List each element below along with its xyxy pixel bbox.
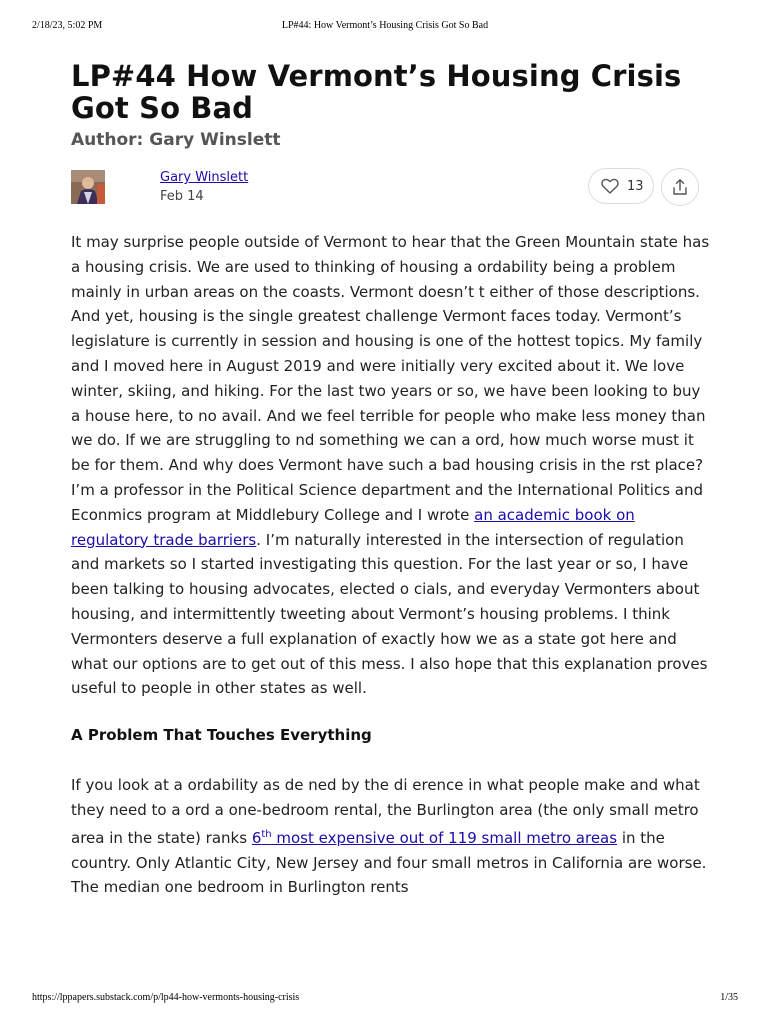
article-header: [71, 60, 701, 214]
post-title: LP#44 How Vermont’s Housing Crisis Got So Bad: [71, 59, 682, 125]
avatar-image: [71, 170, 105, 204]
paragraph: [71, 230, 711, 701]
avatar[interactable]: [71, 170, 105, 204]
share-icon: [672, 178, 688, 196]
paragraph: [71, 773, 711, 900]
print-url: https://lppapers.substack.com/p/lp44-how-vermonts-housing-crisis: [32, 992, 300, 1003]
paragraph-text: If you look at a ordability as de ned by the di erence in what people make and what they need to a ord a one-bedroom rental, the Burlington area (the only small metro area in the state) ranks: [71, 776, 700, 847]
section-heading: A Problem That Touches Everything: [71, 726, 372, 745]
post-date: Feb 14: [160, 189, 204, 204]
paragraph-text: in the country. Only Atlantic City, New Jersey and four small metros in California are worse. The median one bedroom in Burlington rents: [71, 828, 707, 897]
author-link[interactable]: Gary Winslett: [160, 170, 249, 185]
heart-icon: [601, 178, 619, 194]
print-header: [32, 20, 738, 34]
share-button[interactable]: [661, 168, 699, 206]
print-footer: [32, 992, 738, 1006]
link-ordinal: th: [261, 828, 272, 840]
page-number: 1/35: [720, 992, 738, 1003]
link-number: 6: [251, 828, 262, 847]
paragraph-text: . I’m naturally interested in the intersection of regulation and markets so I started investigating this question. For the last year or so, I have been talking to housing advocates, elected o cials, and everyday Vermonters about housing, and intermittently tweeting about Vermont’s housing problems. I think Vermonters deserve a full explanation of exactly how we as a state got here and what our options are to get out of this mess. I also hope that this explanation proves useful to people in other states as well.: [71, 530, 708, 698]
like-button[interactable]: [588, 168, 654, 204]
print-title: LP#44: How Vermont’s Housing Crisis Got So Bad: [281, 20, 489, 31]
post-subtitle: Author: Gary Winslett: [71, 130, 281, 150]
academic-book-link[interactable]: an academic book on regulatory trade barriers: [71, 505, 635, 549]
metro-ranking-link[interactable]: [252, 829, 617, 847]
print-date: 2/18/23, 5:02 PM: [32, 20, 103, 31]
paragraph-text: It may surprise people outside of Vermont to hear that the Green Mountain state has a housing crisis. We are used to thinking of housing a ordability being a problem mainly in urban areas on the coasts. Vermont doesn’t t either of those descriptions. And yet, housing is the single greatest challenge Vermont faces today. Vermont’s legislature is currently in session and housing is one of the hottest topics. My family and I moved here in August 2019 and were initially very excited about it. We love winter, skiing, and hiking. For the last two years or so, we have been looking to buy a house here, to no avail. And we feel terrible for people who make less money than we do. If we are struggling to nd something we can a ord, how much worse must it be for them. And why does Vermont have such a bad housing crisis in the rst place? I’m a professor in the Political Science department and the International Politics and Econmics program at Middlebury College and I wrote: [71, 233, 710, 524]
article-body: [71, 230, 711, 900]
like-count: 13: [627, 178, 644, 194]
link-text: most expensive out of 119 small metro areas: [271, 828, 618, 847]
byline: [71, 164, 701, 214]
